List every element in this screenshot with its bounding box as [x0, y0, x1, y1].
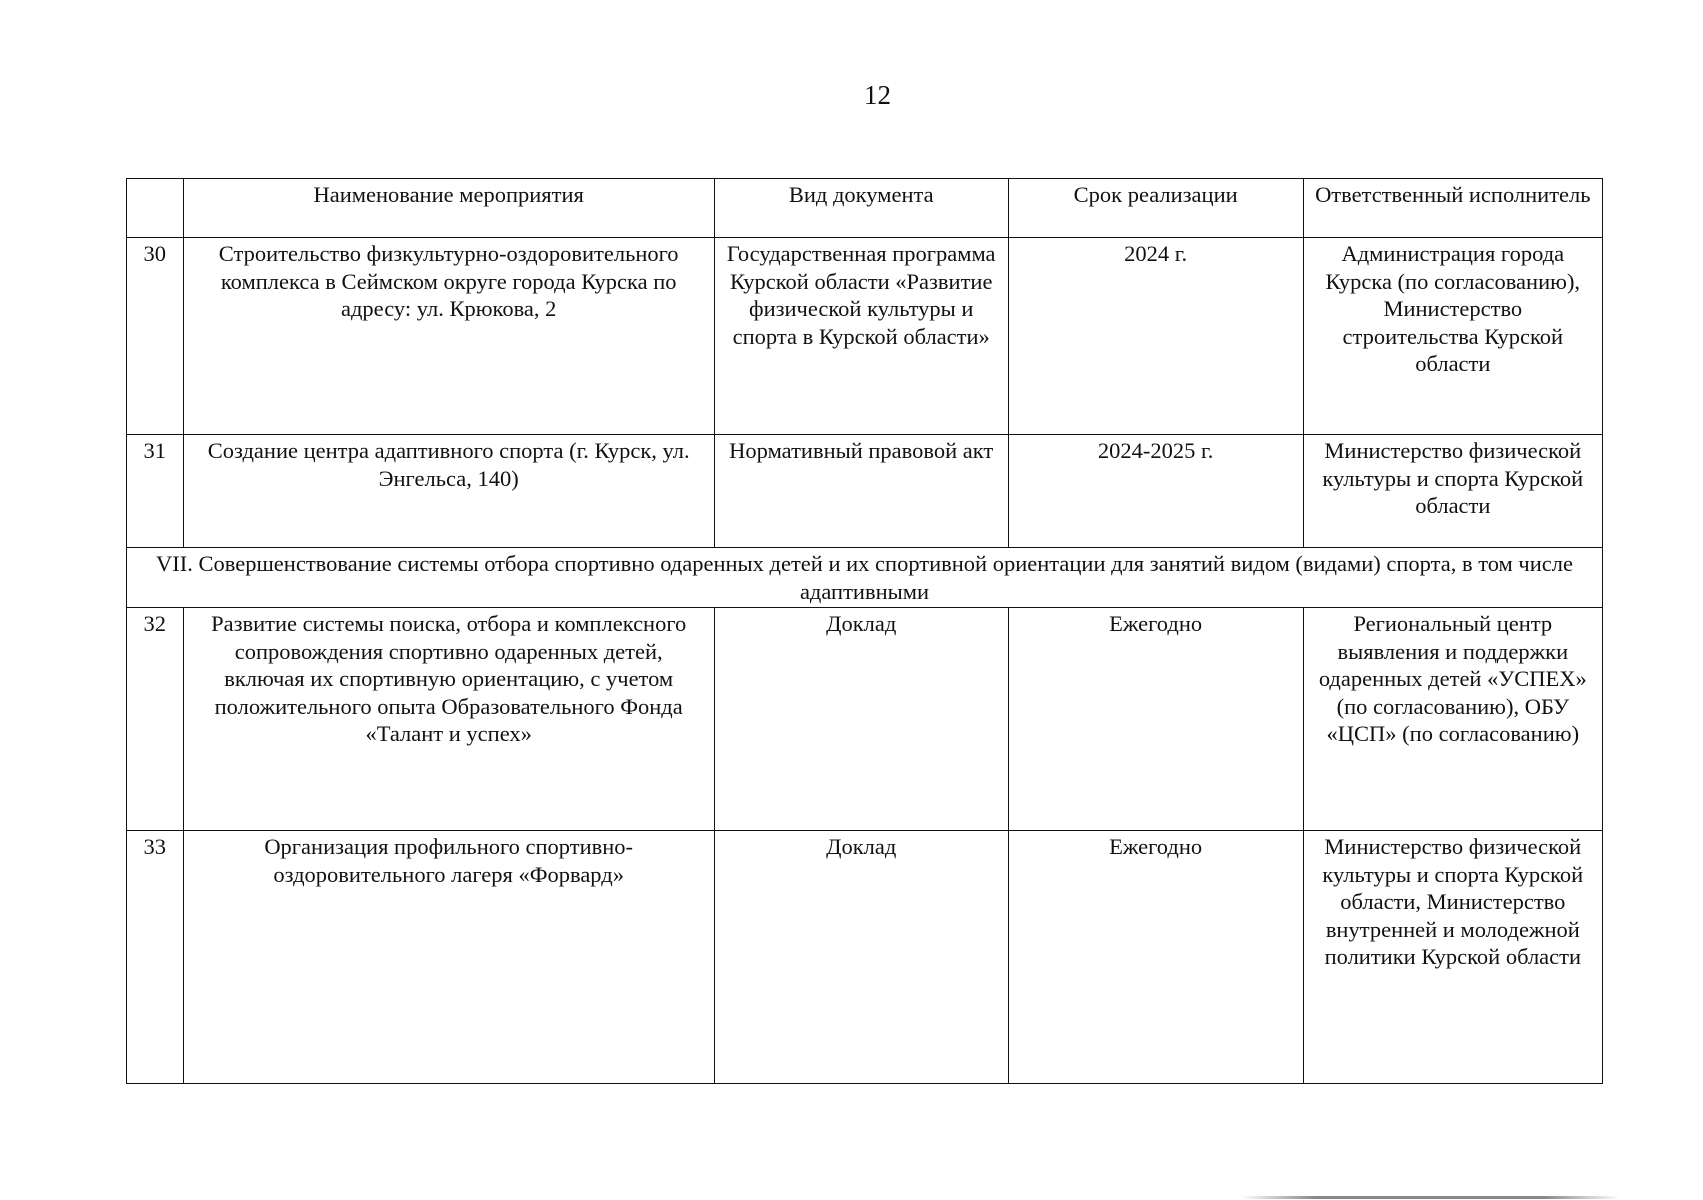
table-row — [127, 238, 1603, 435]
event-name: Развитие системы поиска, отбора и комплексного сопровождения спортивно одаренных детей, включая их спортивную ориентацию, с учетом положительного опыта Образовательного Фонда «Талант и успех» — [183, 608, 714, 831]
event-name: Создание центра адаптивного спорта (г. Курск, ул. Энгельса, 140) — [183, 435, 714, 548]
document-type: Доклад — [714, 831, 1008, 1084]
section-heading: VII. Совершенствование системы отбора спортивно одаренных детей и их спортивной ориентации для занятий видом (видами) спорта, в том числе адаптивными — [127, 548, 1603, 608]
document-type: Нормативный правовой акт — [714, 435, 1008, 548]
responsible: Министерство физической культуры и спорта Курской области — [1303, 435, 1602, 548]
responsible: Министерство физической культуры и спорта Курской области, Министерство внутренней и молодежной политики Курской области — [1303, 831, 1602, 1084]
section-heading-row — [127, 548, 1603, 608]
term: Ежегодно — [1008, 831, 1303, 1084]
header-document-type: Вид документа — [714, 179, 1008, 238]
table-row — [127, 831, 1603, 1084]
row-number: 32 — [127, 608, 184, 831]
term: Ежегодно — [1008, 608, 1303, 831]
header-term: Срок реализации — [1008, 179, 1303, 238]
row-number: 31 — [127, 435, 184, 548]
event-name: Строительство физкультурно-оздоровительного комплекса в Сеймском округе города Курска по адресу: ул. Крюкова, 2 — [183, 238, 714, 435]
term: 2024-2025 г. — [1008, 435, 1303, 548]
event-name: Организация профильного спортивно-оздоровительного лагеря «Форвард» — [183, 831, 714, 1084]
table-header-row — [127, 179, 1603, 238]
table-row — [127, 435, 1603, 548]
page-number: 12 — [864, 80, 891, 110]
events-table — [126, 178, 1603, 1084]
table-row — [127, 608, 1603, 831]
scan-artifact-line — [1240, 1196, 1620, 1199]
header-number — [127, 179, 184, 238]
responsible: Региональный центр выявления и поддержки одаренных детей «УСПЕХ» (по согласованию), ОБУ «ЦСП» (по согласованию) — [1303, 608, 1602, 831]
responsible: Администрация города Курска (по согласованию), Министерство строительства Курской области — [1303, 238, 1602, 435]
term: 2024 г. — [1008, 238, 1303, 435]
header-responsible: Ответственный исполнитель — [1303, 179, 1602, 238]
row-number: 30 — [127, 238, 184, 435]
document-type: Государственная программа Курской области «Развитие физической культуры и спорта в Курской области» — [714, 238, 1008, 435]
row-number: 33 — [127, 831, 184, 1084]
header-event-name: Наименование мероприятия — [183, 179, 714, 238]
document-type: Доклад — [714, 608, 1008, 831]
